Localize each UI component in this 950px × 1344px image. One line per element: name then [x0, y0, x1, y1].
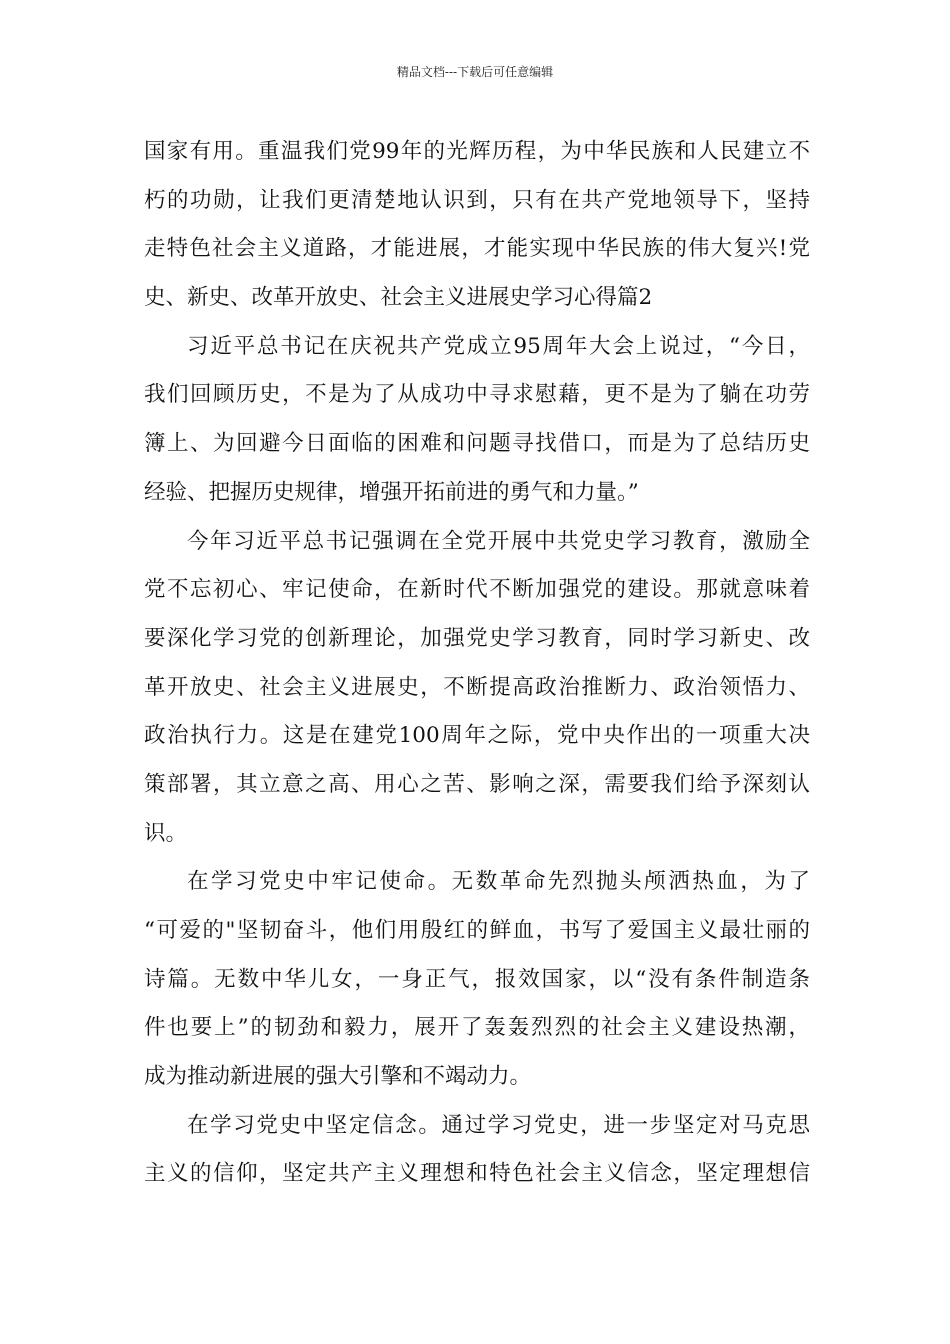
- text-line: 成为推动新进展的强大引擎和不竭动力。: [144, 1064, 532, 1090]
- text-line: 诗篇。无数中华儿女，一身正气，报效国家，以“没有条件制造条: [144, 966, 810, 992]
- text-line: 识。: [144, 820, 188, 846]
- text-line: 我们回顾历史，不是为了从成功中寻求慰藉，更不是为了躺在功劳: [144, 382, 810, 408]
- body-text: [144, 128, 810, 1199]
- paragraph-first-line: 在学习党史中牢记使命。无数革命先烈抛头颅洒热血，为了: [187, 869, 810, 895]
- text-line: 件也要上”的韧劲和毅力，展开了轰轰烈烈的社会主义建设热潮，: [144, 1015, 810, 1041]
- text-line: 策部署，其立意之高、用心之苦、影响之深，需要我们给予深刻认: [144, 771, 810, 797]
- text-line: 走特色社会主义道路，才能进展，才能实现中华民族的伟大复兴!党: [144, 236, 810, 262]
- text-line: “可爱的"坚韧奋斗，他们用殷红的鲜血，书写了爱国主义最壮丽的: [144, 918, 810, 943]
- text-line: 政治执行力。这是在建党100周年之际，党中央作出的一项重大决: [144, 723, 810, 749]
- text-line: 主义的信仰，坚定共产主义理想和特色社会主义信念，坚定理想信: [144, 1161, 810, 1187]
- text-line: 簿上、为回避今日面临的困难和问题寻找借口，而是为了总结历史: [144, 431, 810, 457]
- text-line: 朽的功勋，让我们更清楚地认识到，只有在共产党地领导下，坚持: [144, 187, 810, 213]
- text-line: 党不忘初心、牢记使命，在新时代不断加强党的建设。那就意味着: [144, 577, 810, 603]
- text-line: 国家有用。重温我们党99年的光辉历程，为中华民族和人民建立不: [144, 139, 810, 164]
- paragraph-first-line: 习近平总书记在庆祝共产党成立95周年大会上说过，“今日，: [187, 333, 810, 359]
- page-header: 精品文档---下载后可任意编辑: [396, 65, 554, 79]
- text-line: 史、新史、改革开放史、社会主义进展史学习心得篇2: [144, 285, 653, 311]
- text-line: 革开放史、社会主义进展史，不断提高政治推断力、政治领悟力、: [144, 674, 810, 700]
- text-line: 要深化学习党的创新理论，加强党史学习教育，同时学习新史、改: [144, 625, 810, 651]
- text-line: 经验、把握历史规律，增强开拓前进的勇气和力量。”: [144, 479, 639, 505]
- paragraph-first-line: 在学习党史中坚定信念。通过学习党史，进一步坚定对马克思: [187, 1112, 810, 1138]
- paragraph-first-line: 今年习近平总书记强调在全党开展中共党史学习教育，激励全: [187, 528, 810, 554]
